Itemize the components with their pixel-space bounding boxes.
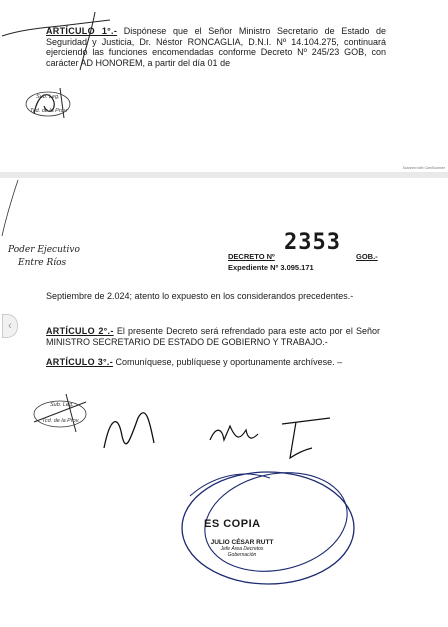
signer-role-line-1: Jefe Área Decretos <box>220 546 264 552</box>
chevron-left-icon[interactable]: ‹ <box>2 314 18 338</box>
es-copia-stamp: ES COPIA <box>204 518 261 530</box>
header-poder-ejecutivo: Poder Ejecutivo <box>8 245 80 255</box>
header-entre-rios: Entre Ríos <box>18 258 67 268</box>
decreto-label: DECRETO Nº <box>228 252 275 261</box>
stamp-line-2: Tcd. de la Prov. <box>30 108 68 114</box>
document-page-1 <box>0 0 448 173</box>
articulo-1-paragraph <box>46 26 386 68</box>
scanner-watermark: Scanned with CamScanner <box>402 166 445 170</box>
stamp-line-2: Tcd. de la Prov. <box>42 418 80 424</box>
articulo-1-text: Dispónese que el Señor Ministro Secretario de Estado de Seguridad y Justicia, Dr. Néstor RONCAGLIA, D.N.I. Nº 14.104.275, continuará ejerciendo las funciones encomendadas conforme Decreto Nº 245/23 GOB, con carácter AD HONOREM, a partir del día 01 de <box>46 26 386 68</box>
stamp-line-1: Sub. Leg. <box>36 94 60 100</box>
official-stamp <box>20 84 80 124</box>
articulo-1-label: ARTÍCULO 1°.- <box>46 26 118 36</box>
articulo-3-text: Comuníquese, publíquese y oportunamente archívese. – <box>115 357 343 367</box>
decreto-suffix: GOB.- <box>356 252 378 261</box>
stamp-seal-icon <box>20 84 80 124</box>
signer-role-line-2: Gobernación <box>227 552 257 558</box>
signer-name: JULIO CÉSAR RUTT <box>210 539 274 546</box>
decreto-number: 2353 <box>284 230 341 255</box>
articulo-2-label: ARTÍCULO 2°.- <box>46 326 114 336</box>
handwritten-signatures <box>0 178 448 627</box>
continuation-paragraph: Septiembre de 2.024; atento lo expuesto en los considerandos precedentes.- <box>46 291 354 301</box>
stamp-line-1: Sub. Leg. <box>50 402 74 408</box>
document-page-2 <box>0 178 448 627</box>
articulo-3-label: ARTÍCULO 3°.- <box>46 357 113 367</box>
expediente-number: Expediente Nº 3.095.171 <box>228 263 314 272</box>
articulo-2-text: El presente Decreto será refrendado para este acto por el Señor MINISTRO SECRETARIO DE ESTADO DE GOBIERNO Y TRABAJO.- <box>46 326 380 347</box>
